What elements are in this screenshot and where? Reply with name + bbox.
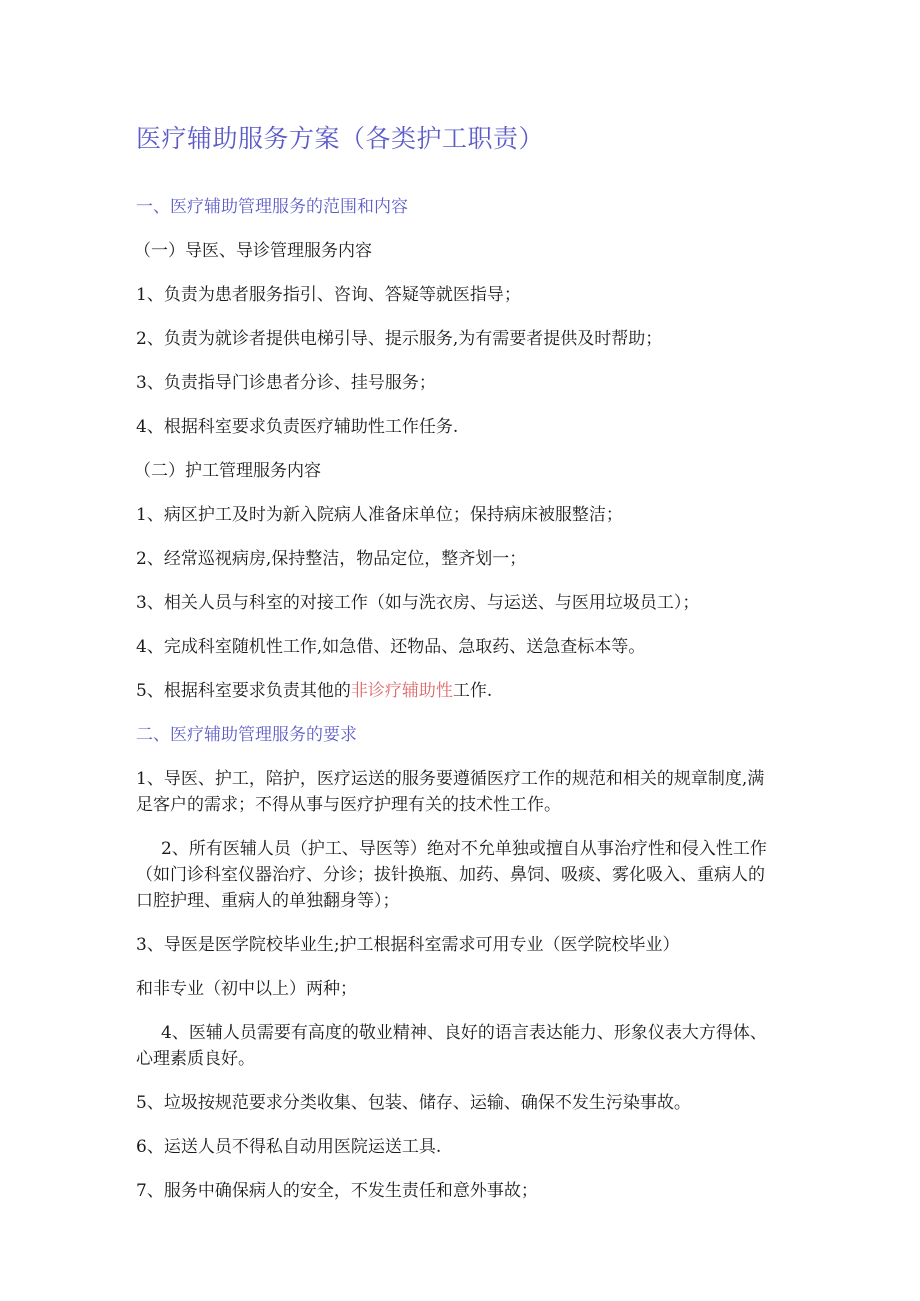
list-item: 3、负责指导门诊患者分诊、挂号服务；	[136, 373, 436, 393]
list-item: 1、病区护工及时为新入院病人准备床单位；保持病床被服整洁；	[136, 505, 623, 525]
document-title: 医疗辅助服务方案（各类护工职责）	[136, 124, 545, 153]
list-item: 7、服务中确保病人的安全，不发生责任和意外事故；	[136, 1181, 538, 1201]
list-item: 3、相关人员与科室的对接工作（如与洗衣房、与运送、与医用垃圾员工）；	[136, 593, 700, 613]
list-item: 4、医辅人员需要有高度的敬业精神、良好的语言表达能力、形象仪表大方得体、心理素质良好。	[136, 1023, 767, 1069]
section-1-heading: 一、医疗辅助管理服务的范围和内容	[136, 197, 408, 217]
list-item: 2、所有医辅人员（护工、导医等）绝对不允单独或擅自从事治疗性和侵入性工作（如门诊科室仪器治疗、分诊；拔针换瓶、加药、鼻饲、吸痰、雾化吸入、重病人的口腔护理、重病人的单独翻身等）；	[136, 839, 767, 911]
highlighted-text: 非诊疗辅助性	[350, 681, 453, 701]
item-text-before: 5、根据科室要求负责其他的	[136, 681, 351, 701]
list-item: 4、完成科室随机性工作,如急借、还物品、急取药、送急查标本等。	[136, 637, 646, 657]
list-item: 1、负责为患者服务指引、咨询、答疑等就医指导；	[136, 285, 521, 305]
list-item: 5、垃圾按规范要求分类收集、包装、储存、运输、确保不发生污染事故。	[136, 1093, 691, 1113]
list-item: 2、负责为就诊者提供电梯引导、提示服务,为有需要者提供及时帮助；	[136, 329, 663, 349]
list-item: 2、经常巡视病房,保持整洁，物品定位，整齐划一；	[136, 549, 527, 569]
list-item: 1、导医、护工，陪护，医疗运送的服务要遵循医疗工作的规范和相关的规章制度,满足客户的需求；不得从事与医疗护理有关的技术性工作。	[136, 769, 765, 815]
list-item: 3、导医是医学院校毕业生;护工根据科室需求可用专业（医学院校毕业）	[136, 935, 680, 955]
list-item: 4、根据科室要求负责医疗辅助性工作任务.	[136, 417, 459, 437]
list-item	[136, 678, 780, 704]
item-text-after: 工作.	[452, 681, 493, 701]
subsection-2-heading: （二）护工管理服务内容	[134, 461, 321, 481]
list-item: 6、运送人员不得私自动用医院运送工具.	[136, 1137, 442, 1157]
list-item: 和非专业（初中以上）两种；	[136, 979, 357, 999]
subsection-1-heading: （一）导医、导诊管理服务内容	[134, 241, 372, 261]
section-2-heading: 二、医疗辅助管理服务的要求	[136, 725, 357, 745]
